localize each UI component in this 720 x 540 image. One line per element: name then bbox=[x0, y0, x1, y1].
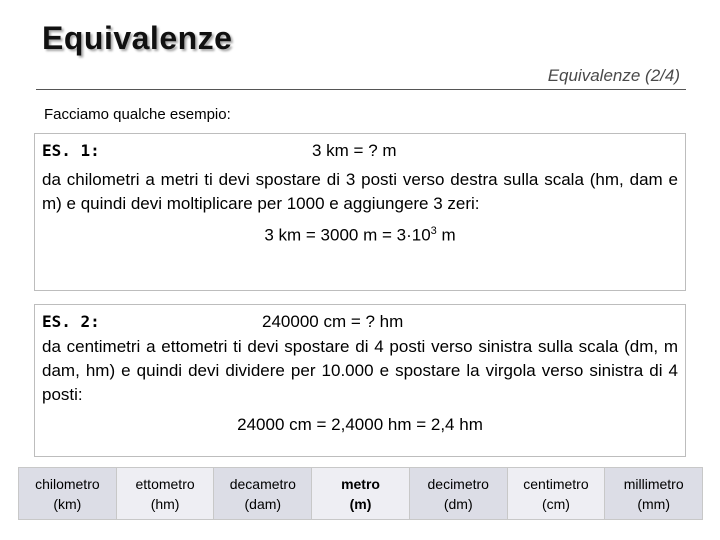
unit-name: decimetro bbox=[427, 475, 489, 492]
units-scale-table bbox=[18, 467, 703, 520]
example-answer bbox=[42, 225, 678, 246]
title-divider bbox=[36, 89, 686, 90]
example-question: 3 km = ? m bbox=[312, 141, 397, 160]
unit-cell-dm bbox=[410, 468, 508, 519]
unit-abbr: (hm) bbox=[150, 495, 180, 512]
unit-cell-km bbox=[19, 468, 117, 519]
unit-cell-cm bbox=[508, 468, 606, 519]
unit-abbr: (dam) bbox=[244, 495, 282, 512]
example-question: 240000 cm = ? hm bbox=[262, 312, 404, 331]
example-header bbox=[42, 138, 678, 164]
unit-name: metro bbox=[341, 475, 380, 492]
unit-abbr: (dm) bbox=[443, 495, 473, 512]
example-label: ES. 2: bbox=[42, 312, 100, 331]
answer-suffix: m bbox=[436, 225, 456, 245]
example-box-2 bbox=[34, 304, 686, 457]
unit-name: centimetro bbox=[523, 475, 589, 492]
example-answer: 24000 cm = 2,4000 hm = 2,4 hm bbox=[237, 415, 483, 434]
unit-cell-m bbox=[312, 468, 410, 519]
answer-prefix: 3 km = 3000 m = 3·10 bbox=[264, 225, 431, 245]
unit-abbr: (mm) bbox=[637, 495, 670, 512]
example-label: ES. 1: bbox=[42, 141, 100, 160]
slide-subtitle: Equivalenze (2/4) bbox=[547, 66, 680, 85]
intro-text: Facciamo qualche esempio: bbox=[44, 106, 231, 123]
example-explanation: da centimetri a ettometri ti devi spostare di 4 posti verso sinistra sulla scala (dm, m dam, hm) e quindi devi dividere per 10.000 e spostare la virgola verso sinistra di 4 posti: bbox=[42, 337, 678, 404]
answer-exponent: 3 bbox=[430, 225, 437, 237]
unit-name: chilometro bbox=[35, 475, 100, 492]
unit-cell-dam bbox=[214, 468, 312, 519]
unit-name: decametro bbox=[229, 475, 296, 492]
example-explanation: da chilometri a metri ti devi spostare di 3 posti verso destra sulla scala (hm, dam e m) e quindi devi moltiplicare per 1000 e aggiungere 3 zeri: bbox=[42, 170, 678, 213]
example-header bbox=[42, 309, 678, 335]
example-box-1 bbox=[34, 133, 686, 291]
unit-abbr: (cm) bbox=[541, 495, 570, 512]
unit-name: millimetro bbox=[623, 475, 684, 492]
unit-abbr: (km) bbox=[53, 495, 82, 512]
unit-name: ettometro bbox=[135, 475, 195, 492]
page-title: Equivalenze bbox=[42, 20, 233, 56]
unit-cell-hm bbox=[117, 468, 215, 519]
unit-cell-mm bbox=[605, 468, 702, 519]
unit-abbr: (m) bbox=[349, 495, 372, 512]
